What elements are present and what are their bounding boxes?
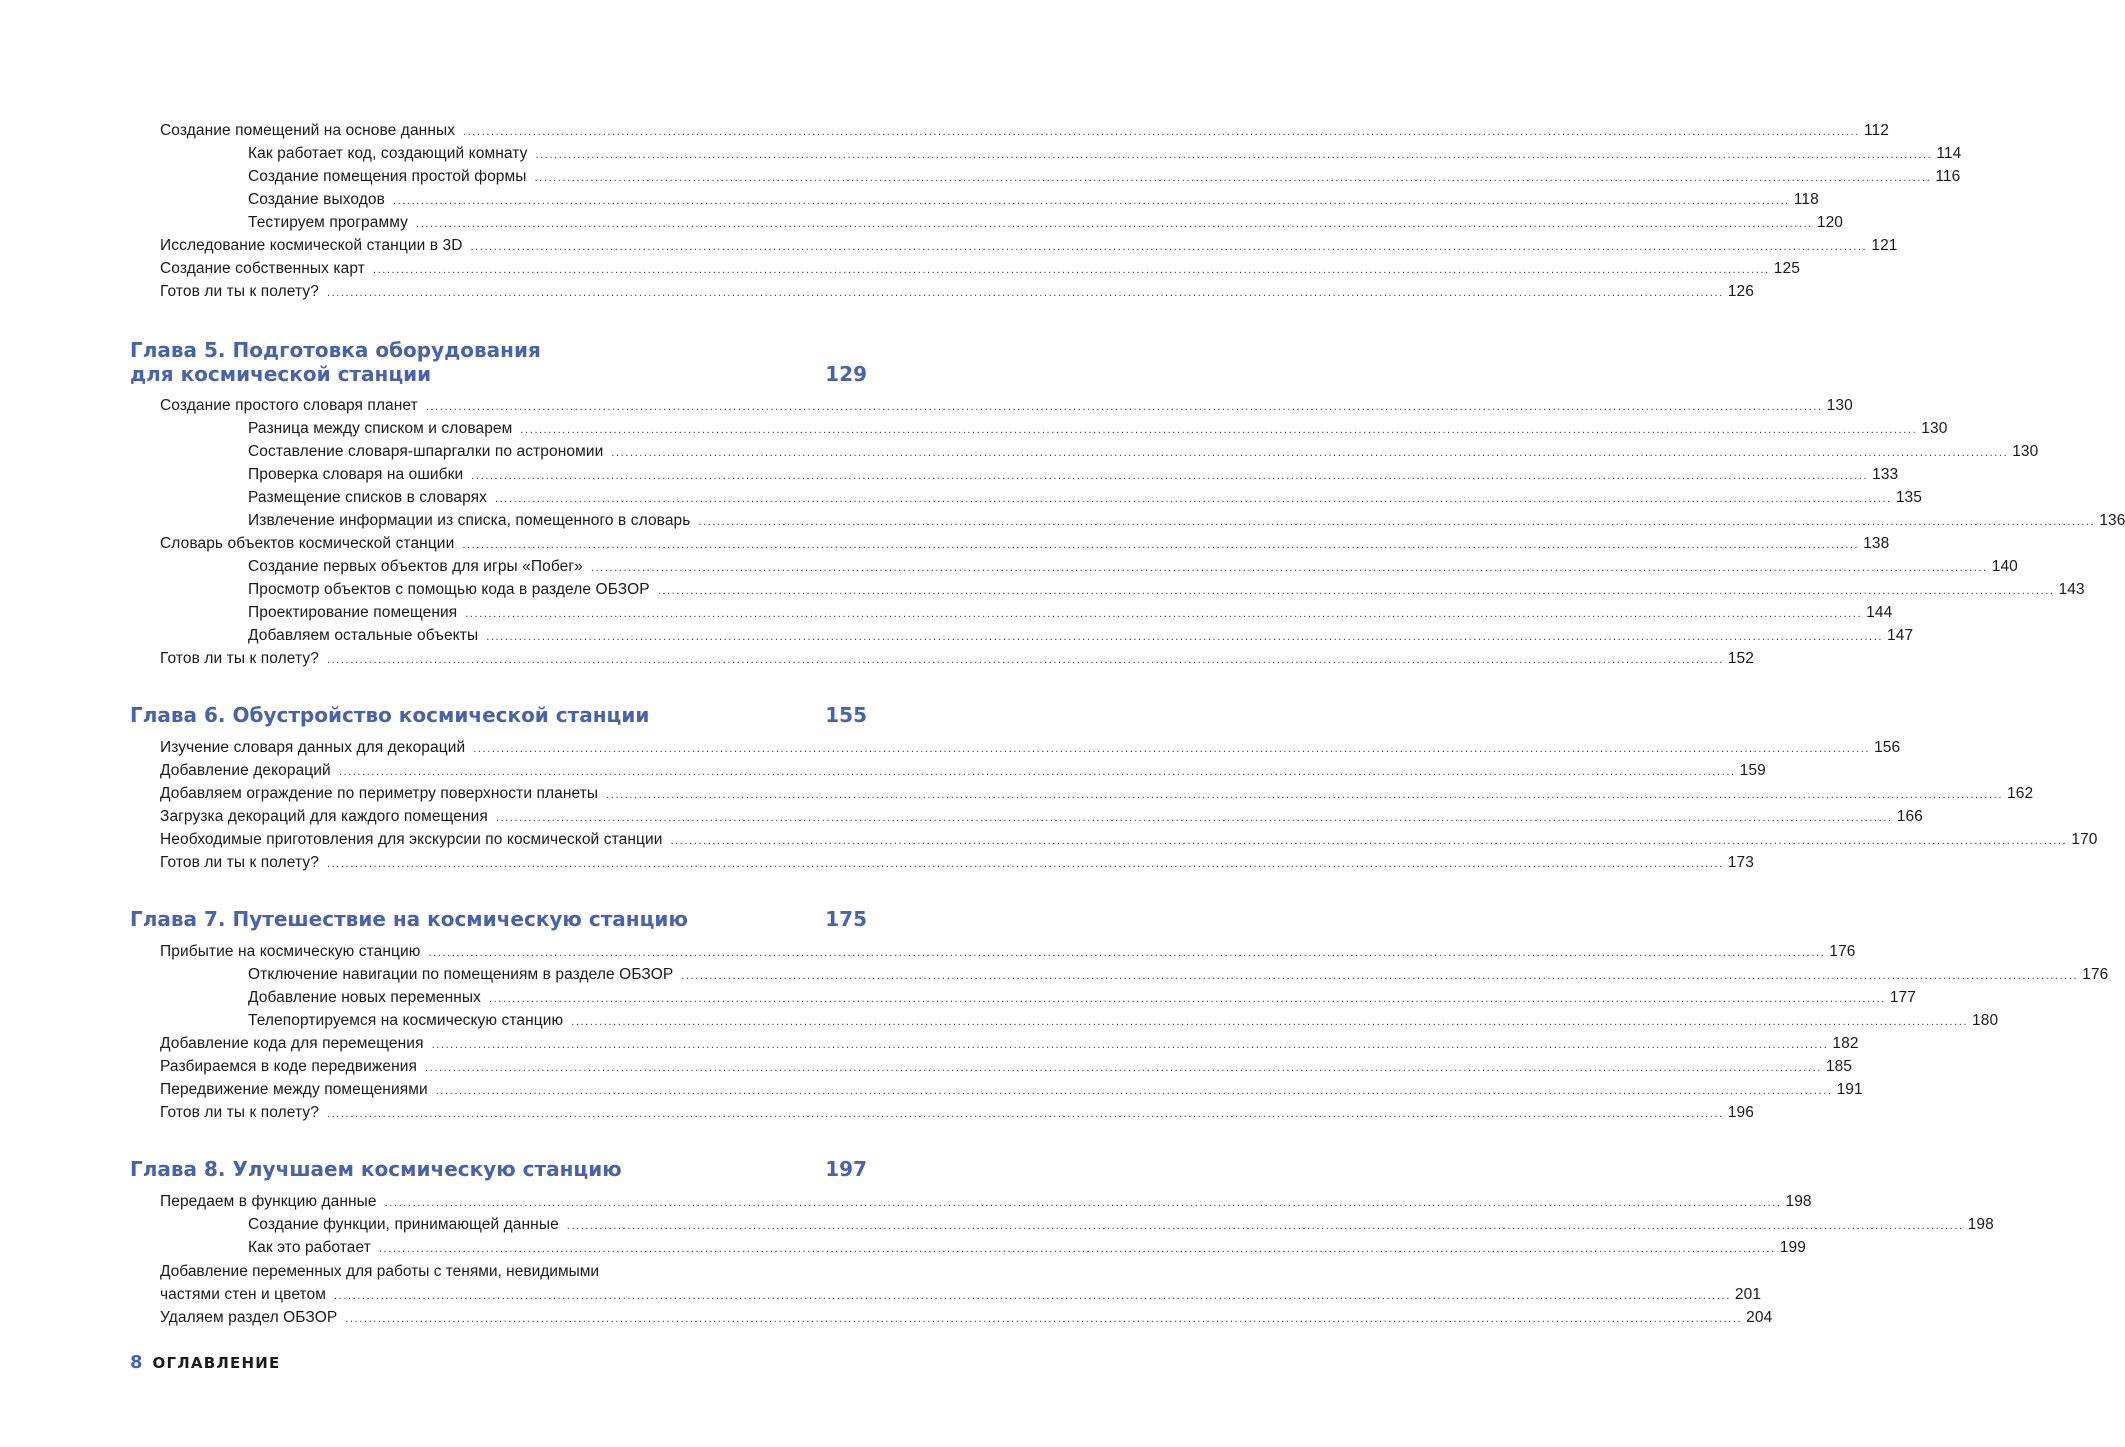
toc-entry-page: 177 (1889, 989, 1916, 1006)
toc-entry-page: 182 (1832, 1035, 1859, 1052)
toc-subentry[interactable] (248, 211, 1844, 234)
toc-entry-page: 118 (1793, 191, 1819, 208)
toc-entry-page: 138 (1863, 535, 1890, 552)
dot-leader: ............................................................................................................................................................................................................................................................................................................ (471, 470, 1869, 482)
toc-entry-title: Создание выходов (248, 191, 385, 208)
toc-entry-title: Добавляем ограждение по периметру поверхности планеты (160, 785, 599, 802)
toc-entry-page: 147 (1887, 627, 1914, 644)
chapter-page: 175 (825, 907, 867, 931)
toc-entry-page: 180 (1972, 1012, 1999, 1029)
toc-entry-title: Словарь объектов космической станции (160, 535, 455, 552)
toc-entry-title: Размещение списков в словарях (248, 489, 487, 506)
toc-subentry[interactable] (248, 986, 1916, 1009)
toc-subentry[interactable] (248, 624, 1914, 647)
dot-leader: ............................................................................................................................................................................................................................................................................................................ (681, 970, 2079, 982)
chapter-page: 155 (825, 703, 867, 727)
toc-entry[interactable] (160, 532, 1890, 555)
dot-leader: ............................................................................................................................................................................................................................................................................................................ (338, 766, 1736, 778)
dot-leader: ............................................................................................................................................................................................................................................................................................................ (535, 149, 1933, 161)
toc-subentry[interactable] (248, 463, 1899, 486)
dot-leader: ............................................................................................................................................................................................................................................................................................................ (425, 1062, 1822, 1074)
toc-entry-page: 126 (1727, 283, 1754, 300)
toc-entry-title: Разбираемся в коде передвижения (160, 1058, 418, 1075)
toc-subentry[interactable] (248, 555, 2018, 578)
toc-subentry[interactable] (248, 1213, 1994, 1236)
toc-entry[interactable] (160, 1055, 1853, 1078)
toc-entry-title: Создание функции, принимающей данные (248, 1216, 559, 1233)
toc-entry-title: Создание первых объектов для игры «Побег» (248, 558, 583, 575)
toc-entry[interactable] (160, 1101, 1754, 1124)
toc-entry-page: 130 (1826, 397, 1853, 414)
toc-entry-title: Проверка словаря на ошибки (248, 466, 464, 483)
toc-entry-title: Как это работает (248, 1239, 371, 1256)
dot-leader: ............................................................................................................................................................................................................................................................................................................ (392, 195, 1790, 207)
toc-entry-page: 201 (1734, 1286, 1762, 1303)
dot-leader: ............................................................................................................................................................................................................................................................................................................ (520, 424, 1918, 436)
toc-entry-page: 114 (1936, 145, 1962, 162)
toc-subentry[interactable] (248, 486, 1922, 509)
toc-entry-page: 136 (2099, 512, 2125, 529)
toc-subentry[interactable] (248, 417, 1948, 440)
toc-entry-page: 170 (2071, 831, 2098, 848)
toc-entry-page: 133 (1872, 466, 1899, 483)
toc-entry-page: 144 (1866, 604, 1893, 621)
toc-entry-title: Прибытие на космическую станцию (160, 943, 421, 960)
toc-entry-title: Добавляем остальные объекты (248, 627, 479, 644)
toc-subentry[interactable] (248, 188, 1819, 211)
toc-entry[interactable] (160, 782, 2034, 805)
toc-subentry[interactable] (248, 440, 2039, 463)
running-head: ОГЛАВЛЕНИЕ (152, 1354, 281, 1372)
toc-entry-page: 121 (1871, 237, 1898, 254)
chapter-8-heading[interactable] (130, 1157, 867, 1181)
chapter-title: Глава 8. Улучшаем космическую станцию (130, 1157, 622, 1181)
toc-entry-title: Создание простого словаря планет (160, 397, 418, 414)
chapter-page: 129 (825, 362, 867, 386)
chapter-5-heading[interactable] (130, 338, 867, 386)
toc-entry-page: 199 (1779, 1239, 1806, 1256)
dot-leader: ............................................................................................................................................................................................................................................................................................................ (326, 1108, 1724, 1120)
dot-leader: ............................................................................................................................................................................................................................................................................................................ (465, 608, 1863, 620)
dot-leader: ............................................................................................................................................................................................................................................................................................................ (473, 743, 1871, 755)
toc-entry[interactable] (160, 280, 1754, 303)
chapter-7-heading[interactable] (130, 907, 867, 931)
toc-entry-title: Просмотр объектов с помощью кода в разделе ОБЗОР (248, 581, 650, 598)
toc-entry-title: Готов ли ты к полету? (160, 650, 319, 667)
toc-entry-page: 176 (1829, 943, 1856, 960)
toc-entry[interactable] (160, 119, 1889, 142)
toc-entry-title: Добавление декораций (160, 762, 331, 779)
dot-leader: ............................................................................................................................................................................................................................................................................................................ (606, 789, 2003, 801)
toc-entry-page: 140 (1991, 558, 2018, 575)
toc-subentry[interactable] (248, 1009, 1999, 1032)
toc-entry-title: частями стен и цветом (160, 1286, 327, 1303)
dot-leader: ............................................................................................................................................................................................................................................................................................................ (384, 1197, 1782, 1209)
dot-leader: ............................................................................................................................................................................................................................................................................................................ (435, 1085, 1833, 1097)
dot-leader: ............................................................................................................................................................................................................................................................................................................ (326, 858, 1724, 870)
dot-leader: ............................................................................................................................................................................................................................................................................................................ (698, 516, 2096, 528)
dot-leader: ............................................................................................................................................................................................................................................................................................................ (462, 539, 1860, 551)
toc-entry-page: 185 (1825, 1058, 1853, 1075)
toc-entry-title: Изучение словаря данных для декораций (160, 739, 466, 756)
toc-entry[interactable] (160, 736, 1901, 759)
chapter-title: Глава 7. Путешествие на космическую станцию (130, 907, 688, 931)
toc-entry-title: Как работает код, создающий комнату (248, 145, 528, 162)
chapter-page: 197 (825, 1157, 867, 1181)
toc-entry[interactable] (160, 828, 2098, 851)
toc-entry-page: 176 (2082, 966, 2109, 983)
dot-leader: ............................................................................................................................................................................................................................................................................................................ (486, 631, 1884, 643)
toc-entry-title: Исследование космической станции в 3D (160, 237, 463, 254)
toc-entry[interactable] (160, 1032, 1859, 1055)
toc-entry-page: 198 (1967, 1216, 1994, 1233)
dot-leader: ............................................................................................................................................................................................................................................................................................................ (378, 1243, 1776, 1255)
toc-entry-page: 191 (1836, 1081, 1863, 1098)
toc-entry-title: Создание собственных карт (160, 260, 365, 277)
dot-leader: ............................................................................................................................................................................................................................................................................................................ (534, 172, 1932, 184)
toc-entry-page: 173 (1727, 854, 1754, 871)
toc-entry-title: Извлечение информации из списка, помещенного в словарь (248, 512, 691, 529)
toc-entry-title: Передаем в функцию данные (160, 1193, 377, 1210)
toc-entry-page: 152 (1727, 650, 1754, 667)
dot-leader: ............................................................................................................................................................................................................................................................................................................ (326, 654, 1724, 666)
toc-entry-title: Передвижение между помещениями (160, 1081, 428, 1098)
toc-entry[interactable] (160, 940, 1856, 963)
toc-entry-title: Загрузка декораций для каждого помещения (160, 808, 488, 825)
toc-entry-title: Телепортируемся на космическую станцию (248, 1012, 564, 1029)
toc-entry[interactable] (160, 851, 1754, 874)
toc-entry-title: Добавление новых переменных (248, 989, 481, 1006)
toc-entry-page: 120 (1816, 214, 1844, 231)
dot-leader: ............................................................................................................................................................................................................................................................................................................ (611, 447, 2009, 459)
toc-entry-page: 166 (1896, 808, 1923, 825)
toc-entry-title: Отключение навигации по помещениям в разделе ОБЗОР (248, 966, 674, 983)
dot-leader: ............................................................................................................................................................................................................................................................................................................ (425, 401, 1823, 413)
toc-entry-page: 162 (2007, 785, 2034, 802)
toc-entry[interactable] (160, 1283, 1762, 1306)
toc-entry-page: 156 (1874, 739, 1901, 756)
toc-entry-title: Создание помещения простой формы (248, 168, 527, 185)
toc-entry-title: Тестируем программу (248, 214, 408, 231)
toc-entry-title: Проектирование помещения (248, 604, 458, 621)
chapter-6-heading[interactable] (130, 703, 867, 727)
chapter-title: Глава 5. Подготовка оборудования (130, 338, 541, 362)
toc-subentry[interactable] (248, 963, 2109, 986)
toc-subentry[interactable] (248, 601, 1893, 624)
dot-leader: ............................................................................................................................................................................................................................................................................................................ (334, 1290, 1731, 1302)
chapter-title: Глава 6. Обустройство космической станции (130, 703, 650, 727)
toc-entry-title: Готов ли ты к полету? (160, 854, 319, 871)
toc-entry-page: 130 (1921, 420, 1948, 437)
dot-leader: ............................................................................................................................................................................................................................................................................................................ (495, 812, 1893, 824)
toc-entry[interactable] (160, 394, 1853, 417)
toc-entry-page: 112 (1863, 122, 1889, 139)
dot-leader: ............................................................................................................................................................................................................................................................................................................ (571, 1016, 1969, 1028)
toc-subentry[interactable] (248, 578, 2085, 601)
toc-entry[interactable] (160, 1306, 1773, 1329)
toc-entry-page: 125 (1773, 260, 1800, 277)
dot-leader: ............................................................................................................................................................................................................................................................................................................ (345, 1313, 1743, 1325)
toc-entry-page: 198 (1785, 1193, 1812, 1210)
toc-entry[interactable] (160, 647, 1754, 670)
toc-entry-page: 204 (1746, 1309, 1773, 1326)
toc-entry-title: Добавление кода для перемещения (160, 1035, 424, 1052)
toc-entry[interactable] (160, 234, 1898, 257)
dot-leader: ............................................................................................................................................................................................................................................................................................................ (657, 585, 2055, 597)
toc-entry-title: Разница между списком и словарем (248, 420, 513, 437)
dot-leader: ............................................................................................................................................................................................................................................................................................................ (431, 1039, 1829, 1051)
toc-entry[interactable] (160, 1078, 1863, 1101)
toc-entry-page: 143 (2058, 581, 2085, 598)
page-number: 8 (130, 1352, 143, 1373)
toc-entry-title: Составление словаря-шпаргалки по астрономии (248, 443, 604, 460)
toc-entry-title: Готов ли ты к полету? (160, 1104, 319, 1121)
toc-entry[interactable] (160, 257, 1800, 280)
toc-entry-page: 130 (2012, 443, 2039, 460)
chapter-title-cont: для космической станции (130, 362, 432, 386)
dot-leader: ............................................................................................................................................................................................................................................................................................................ (372, 264, 1770, 276)
toc-entry-title-line1[interactable]: Добавление переменных для работы с тенями, невидимыми (160, 1263, 600, 1280)
toc-entry-title: Необходимые приготовления для экскурсии по космической станции (160, 831, 663, 848)
dot-leader: ............................................................................................................................................................................................................................................................................................................ (488, 993, 1886, 1005)
dot-leader: ............................................................................................................................................................................................................................................................................................................ (566, 1220, 1964, 1232)
page-footer (130, 1351, 280, 1375)
dot-leader: ............................................................................................................................................................................................................................................................................................................ (428, 947, 1826, 959)
toc-entry-page: 196 (1727, 1104, 1754, 1121)
dot-leader: ............................................................................................................................................................................................................................................................................................................ (494, 493, 1892, 505)
toc-entry-page: 135 (1895, 489, 1922, 506)
toc-entry[interactable] (160, 805, 1923, 828)
dot-leader: ............................................................................................................................................................................................................................................................................................................ (326, 287, 1724, 299)
toc-entry[interactable] (160, 759, 1766, 782)
toc-subentry[interactable] (248, 165, 1961, 188)
dot-leader: ............................................................................................................................................................................................................................................................................................................ (416, 218, 1813, 230)
dot-leader: ............................................................................................................................................................................................................................................................................................................ (470, 241, 1868, 253)
toc-entry-title: Готов ли ты к полету? (160, 283, 319, 300)
dot-leader: ............................................................................................................................................................................................................................................................................................................ (590, 562, 1988, 574)
toc-entry-title: Создание помещений на основе данных (160, 122, 456, 139)
toc-entry-page: 159 (1739, 762, 1766, 779)
toc-subentry[interactable] (248, 509, 2125, 532)
toc-entry[interactable] (160, 1190, 1812, 1213)
toc-subentry[interactable] (248, 1236, 1806, 1259)
toc-entry-title: Удаляем раздел ОБЗОР (160, 1309, 338, 1326)
dot-leader: ............................................................................................................................................................................................................................................................................................................ (670, 835, 2068, 847)
dot-leader: ............................................................................................................................................................................................................................................................................................................ (463, 126, 1860, 138)
toc-entry-page: 116 (1935, 168, 1961, 185)
toc-subentry[interactable] (248, 142, 1962, 165)
